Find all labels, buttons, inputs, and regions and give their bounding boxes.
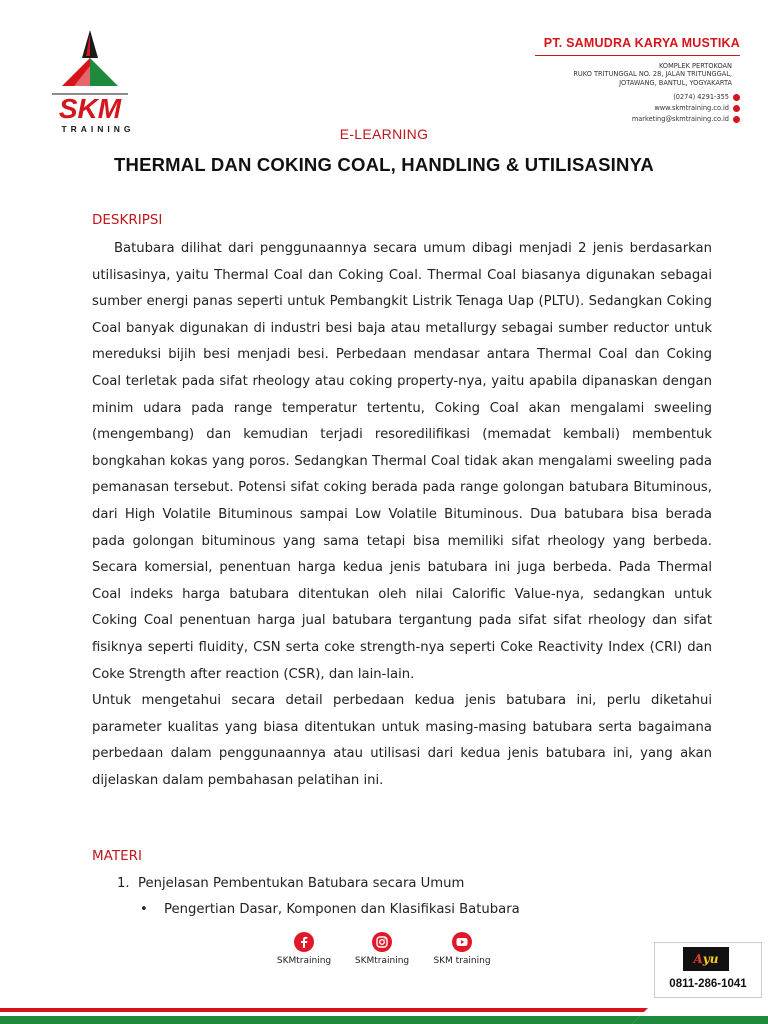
website-text[interactable]: www.skmtraining.co.id [654, 104, 729, 113]
company-address [440, 62, 740, 87]
ayu-logo [683, 947, 729, 971]
company-website[interactable] [440, 104, 740, 112]
materi-sub-item-text: Pengertian Dasar, Komponen dan Klasifikasi Batubara [164, 902, 520, 917]
page-title: THERMAL DAN COKING COAL, HANDLING & UTILISASINYA [114, 154, 654, 175]
deskripsi-paragraph-1: Batubara dilihat dari penggunaannya secara umum dibagi menjadi 2 jenis berdasarkan utilisasinya, yaitu Thermal Coal dan Coking Coal. Thermal Coal biasanya digunakan sebagai sumber energi panas seperti untuk Pembangkit Listrik Tenaga Uap (PLTU). Sedangkan Coking Coal banyak digunakan di industri besi baja atau metallurgy sebagai sumber reductor untuk mereduksi bijih besi menjadi besi. Perbedaan mendasar antara Thermal Coal dan Coking Coal terletak pada sifat rheology atau coking property-nya, yaitu apabila dipanaskan dengan minim udara pada range temperatur tertentu, Coking Coal akan mengalami sweeling (mengembang) dan kemudian terjadi resoredilifikasi (memadat kembali) membentuk bongkahan kokas yang poros. Sedangkan Thermal Coal tidak akan mengalami sweeling pada pemanasan tersebut. Potensi sifat coking berada pada range golongan batubara Bituminous, dari High Volatile Bituminous sampai Low Volatile Bituminous. Dua batubara bisa berada pada golongan bituminous yang sama tetapi bisa memiliki sifat rheology yang berbeda. Secara komersial, penentuan harga kedua jenis batubara ini juga berbeda. Pada Thermal Coal indeks harga batubara ditentukan oleh nilai Calorific Value-nya, sedangkan untuk Coking Coal penentuan harga jual batubara tergantung pada sifat sifat rheology dan sifat fisiknya seperti fluidity, CSN serta coke strength-nya seperti Coke Reactivity Index (CRI) dan Coke Strength after reaction (CSR), dan lain-lain. [92, 241, 712, 682]
materi-sub-item [140, 902, 520, 917]
social-youtube[interactable] [424, 932, 500, 966]
bullet-icon: • [140, 902, 148, 917]
logo-text: SKM [58, 93, 122, 124]
address-line: KOMPLEK PERTOKOAN [658, 62, 732, 70]
skm-logo [38, 28, 142, 136]
footer-decoration [0, 996, 768, 1024]
instagram-icon[interactable] [372, 932, 392, 952]
address-line: RUKO TRITUNGGAL NO. 28, JALAN TRITUNGGAL, [573, 70, 732, 79]
ayu-logo-a: A [693, 952, 703, 966]
mail-icon [733, 116, 740, 123]
youtube-icon[interactable] [452, 932, 472, 952]
deskripsi-heading: DESKRIPSI [92, 212, 163, 228]
phone-icon [733, 94, 740, 101]
materi-item-text: Penjelasan Pembentukan Batubara secara Umum [138, 876, 465, 891]
phone-text: (0274) 4291-355 [673, 93, 729, 102]
company-info [440, 36, 740, 123]
social-instagram[interactable] [344, 932, 420, 966]
email-text[interactable]: marketing@skmtraining.co.id [631, 115, 729, 124]
contact-badge[interactable] [654, 942, 762, 998]
address-line: JOTAWANG, BANTUL, YOGYAKARTA [619, 78, 732, 87]
materi-item [117, 876, 464, 891]
ayu-logo-yu: yu [702, 952, 719, 966]
globe-icon [733, 105, 740, 112]
social-label: SKMtraining [276, 956, 332, 966]
company-phone [440, 93, 740, 101]
company-name: PT. SAMUDRA KARYA MUSTIKA [543, 36, 740, 50]
page-kicker: E-LEARNING [339, 126, 429, 142]
company-divider [535, 55, 740, 56]
logo-subtext: TRAINING [61, 124, 135, 134]
social-label: SKM training [433, 956, 491, 966]
contact-phone[interactable]: 0811-286-1041 [669, 978, 747, 990]
materi-item-number: 1. [117, 876, 130, 891]
facebook-icon[interactable] [294, 932, 314, 952]
social-label: SKMtraining [354, 956, 410, 966]
deskripsi-paragraph-2: Untuk mengetahui secara detail perbedaan kedua jenis batubara ini, perlu diketahui parameter kualitas yang biasa ditentukan untuk masing-masing batubara serta bagaimana perbedaan dalam penggunaannya atau utilisasi dari kedua jenis batubara ini, yang akan dijelaskan dalam pembahasan pelatihan ini. [92, 693, 712, 788]
social-facebook[interactable] [266, 932, 342, 966]
materi-heading: MATERI [92, 848, 142, 864]
company-email[interactable] [440, 115, 740, 123]
deskripsi-body [92, 236, 712, 794]
